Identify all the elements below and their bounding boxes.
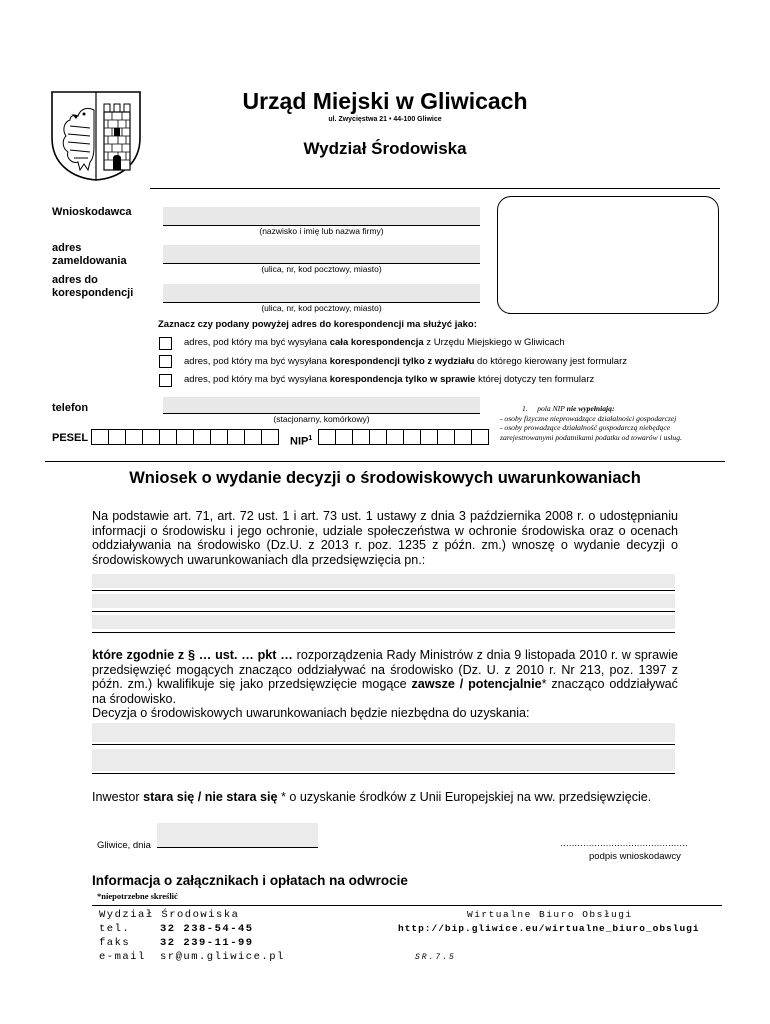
project-name-field-2[interactable] <box>92 594 675 608</box>
checkbox-department-correspondence[interactable] <box>159 355 172 368</box>
phone-field[interactable] <box>163 397 480 414</box>
date-line <box>157 847 318 848</box>
phone-caption: (stacjonarny, komórkowy) <box>273 414 370 424</box>
signature-caption: podpis wnioskodawcy <box>589 851 681 862</box>
applicant-name-caption: (nazwisko i imię lub nazwa firmy) <box>259 226 384 236</box>
qualification-paragraph: które zgodnie z § … ust. … pkt … rozporządzenia Rady Ministrów z dnia 9 listopada 2010 r. w sprawie przedsięwzięć mogących znacząco oddziaływać na środowisko (Dz. U. z 2010 r. Nr 213, poz. 1397 z późn. zm.) kwalifikuje się jako przedsięwzięcie mogące zawsze / potencjalnie* znacząco oddziaływać na środowisko. <box>92 648 678 706</box>
project-name-field-1[interactable] <box>92 574 675 588</box>
form-title: Wniosek o wydanie decyzji o środowiskowych uwarunkowaniach <box>129 469 641 487</box>
footer-tel: 32 238-54-45 <box>160 923 254 935</box>
place-date-label: Gliwice, dnia <box>97 840 151 851</box>
header-divider <box>150 188 720 189</box>
project-name-line-2 <box>92 611 675 612</box>
department-title: Wydział Środowiska <box>303 139 467 158</box>
option-department-correspondence: adres, pod który ma być wysyłana korespondencji tylko z wydziału do którego kierowany jest formularz <box>184 356 627 367</box>
checkbox-case-correspondence[interactable] <box>159 374 172 387</box>
pesel-label: PESEL <box>52 432 89 444</box>
purpose-paragraph: Decyzja o środowiskowych uwarunkowaniach będzie niezbędna do uzyskania: <box>92 706 530 720</box>
correspondence-caption: (ulica, nr, kod pocztowy, miasto) <box>261 303 382 313</box>
section-divider <box>45 461 725 462</box>
purpose-line-1 <box>92 744 675 745</box>
footer-email-label: e-mail <box>99 951 146 963</box>
nip-input[interactable] <box>318 429 489 445</box>
correspondence-label-1: adres do <box>52 274 98 286</box>
option-all-correspondence: adres, pod który ma być wysyłana cała korespondencja z Urzędu Miejskiego w Gliwicach <box>184 337 565 348</box>
office-title: Urząd Miejski w Gliwicach <box>242 88 528 114</box>
nip-label: NIP$^1$ <box>290 435 313 448</box>
footer-code: SR.7.5 <box>415 953 456 962</box>
residence-caption: (ulica, nr, kod pocztowy, miasto) <box>261 264 382 274</box>
purpose-line-2 <box>92 773 675 774</box>
purpose-field-2[interactable] <box>92 749 675 771</box>
applicant-name-field[interactable] <box>163 207 480 226</box>
residence-address-field[interactable] <box>163 245 480 264</box>
footer-divider <box>92 905 722 906</box>
signature-dots: ……………………………………… <box>560 838 688 848</box>
correspondence-choice-prompt: Zaznacz czy podany powyżej adres do korespondencji ma służyć jako: <box>158 319 477 330</box>
footer-department: Wydział Środowiska <box>99 909 240 921</box>
residence-label-1: adres <box>52 242 82 254</box>
correspondence-address-field[interactable] <box>163 284 480 303</box>
footer-virtual-office: Wirtualne Biuro Obsługi <box>467 909 633 920</box>
coat-of-arms-logo <box>50 90 142 182</box>
pesel-input[interactable] <box>91 429 279 445</box>
project-name-line-1 <box>92 590 675 591</box>
date-field[interactable] <box>157 823 318 847</box>
project-name-line-3 <box>92 632 675 633</box>
strike-note: *niepotrzebne skreślić <box>97 891 178 901</box>
phone-label: telefon <box>52 402 89 414</box>
footer-url: http://bip.gliwice.eu/wirtualne_biuro_obslugi <box>398 923 700 934</box>
correspondence-label-2: korespondencji <box>52 287 134 299</box>
footer-email: sr@um.gliwice.pl <box>160 951 285 963</box>
footer-fax: 32 239-11-99 <box>160 937 254 949</box>
purpose-field-1[interactable] <box>92 723 675 742</box>
project-name-field-3[interactable] <box>92 615 675 629</box>
legal-basis-paragraph: Na podstawie art. 71, art. 72 ust. 1 i art. 73 ust. 1 ustawy z dnia 3 października 2008 r. o udostępnianiu informacji o środowisku i jego ochronie, udziale społeczeństwa w ochronie środowiska oraz o ocenach oddziaływania na środowisko (Dz.U. z 2013 r. poz. 1235 z późn. zm.) wnoszę o wydanie decyzji o środowiskowych uwarunkowaniach dla przedsięwzięcia pn.: <box>92 509 678 567</box>
investor-statement: Inwestor stara się / nie stara się * o uzyskanie środków z Unii Europejskiej na ww. przedsięwzięcie. <box>92 790 652 804</box>
stamp-box <box>497 196 719 314</box>
footer-tel-label: tel. <box>99 923 131 935</box>
office-address: ul. Zwycięstwa 21 • 44-100 Gliwice <box>328 116 442 123</box>
option-case-correspondence: adres, pod który ma być wysyłana korespondencja tylko w sprawie której dotyczy ten formularz <box>184 374 595 385</box>
applicant-label: Wnioskodawca <box>52 206 132 218</box>
nip-note: 1. pola NIP nie wypełniają: - osoby fizyczne nieprowadzące działalności gospodarczej - osoby prowadzące działalność gospodarczą niebędące zarejestrowanymi podatnikami podatku od towarów i usług. <box>500 404 682 442</box>
checkbox-all-correspondence[interactable] <box>159 337 172 350</box>
residence-label-2: zameldowania <box>52 255 127 267</box>
attachments-title: Informacja o załącznikach i opłatach na odwrocie <box>92 873 408 888</box>
footer-fax-label: faks <box>99 937 131 949</box>
